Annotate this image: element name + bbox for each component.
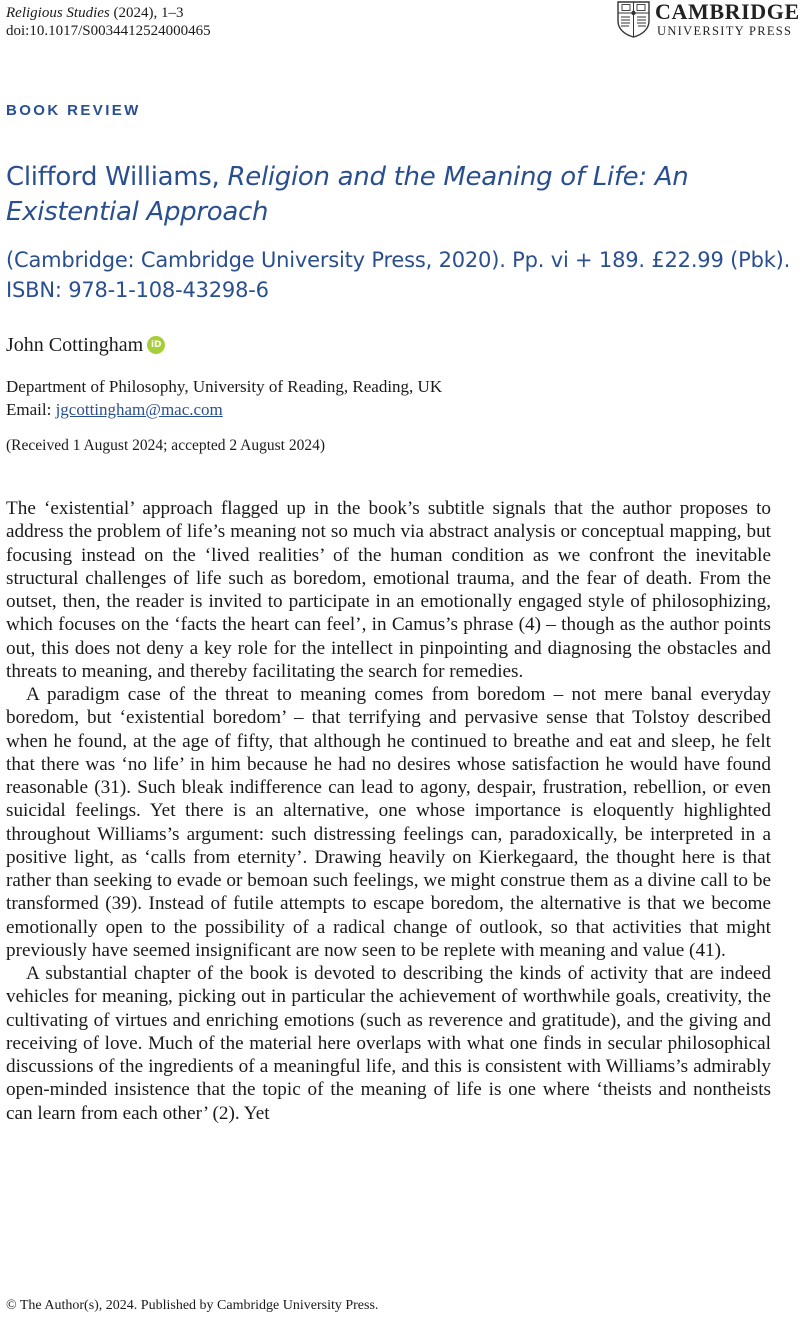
publisher-name: CAMBRIDGE xyxy=(655,0,800,24)
email-link[interactable]: jgcottingham@mac.com xyxy=(55,400,223,419)
reviewer xyxy=(6,333,165,357)
section-label: BOOK REVIEW xyxy=(6,102,141,119)
received-dates: (Received 1 August 2024; accepted 2 August 2024) xyxy=(6,437,325,454)
cambridge-crest-icon xyxy=(617,1,650,38)
orcid-icon[interactable]: iD xyxy=(147,336,165,354)
publisher-subtitle: UNIVERSITY PRESS xyxy=(657,24,793,38)
copyright-footer: © The Author(s), 2024. Published by Cambridge University Press. xyxy=(6,1298,379,1313)
journal-name: Religious Studies xyxy=(6,5,110,21)
journal-meta: (2024), 1–3 xyxy=(109,5,184,21)
article-body xyxy=(6,497,771,1125)
reviewer-name: John Cottingham xyxy=(6,334,144,356)
doi: doi:10.1017/S0034412524000465 xyxy=(6,23,211,39)
title-author: Clifford Williams, xyxy=(6,162,228,192)
title-book: Religion and the Meaning of Life: An Existential Approach xyxy=(6,162,689,227)
email-label: Email: xyxy=(6,400,56,419)
affiliation: Department of Philosophy, University of Reading, Reading, UK xyxy=(6,377,443,396)
publisher-logo xyxy=(617,1,800,41)
paragraph: The ‘existential’ approach flagged up in the book’s subtitle signals that the author proposes to address the problem of life’s meaning not so much via abstract analysis or conceptual mapping, but focusing instead on the ‘lived realities’ of the human condition as we confront the inevitable structural challenges of life such as boredom, emotional trauma, and the fear of death. From the outset, then, the reader is invited to participate in an emotionally engaged style of philosophizing, which focuses on the ‘facts the heart can feel’, in Camus’s phrase (4) – though as the author points out, this does not deny a key role for the intellect in pinpointing and diagnosing the obstacles and threats to meaning, and thereby facilitating the search for remedies. xyxy=(6,498,771,682)
email-line xyxy=(6,398,223,422)
review-title xyxy=(6,160,796,230)
paragraph: A paradigm case of the threat to meaning comes from boredom – not mere banal everyday boredom, but ‘existential boredom’ – that terrifying and pervasive sense that Tolstoy described when he found, at the age of fifty, that although he continued to breathe and eat and sleep, he felt that there was ‘no life’ in him because he had no desires whose satisfaction he would have found reasonable (31). Such bleak indifference can lead to agony, despair, frustration, rebellion, or even suicidal feelings. Yet there is an alternative, one whose importance is eloquently highlighted throughout Williams’s argument: such distressing feelings can, paradoxically, be interpreted in a positive light, as ‘calls from eternity’. Drawing heavily on Kierkegaard, the thought here is that rather than seeking to evade or bemoan such feelings, we might construe them as a divine call to be transformed (39). Instead of futile attempts to escape boredom, the alternative is that we become emotionally open to the possibility of a radical change of outlook, so that activities that might previously have seemed insignificant are now seen to be replete with meaning and value (41). xyxy=(6,684,771,961)
paragraph: A substantial chapter of the book is devoted to describing the kinds of activity that are indeed vehicles for meaning, picking out in particular the achievement of worthwhile goals, creativity, the cultivating of virtues and enriching emotions (such as reverence and gratitude), and the giving and receiving of love. Much of the material here overlaps with what one finds in secular philosophical discussions of the ingredients of a meaningful life, and this is consistent with Williams’s admirably open-minded insistence that the topic of the meaning of life is one where ‘theists and nontheists can learn from each other’ (2). Yet xyxy=(6,963,771,1124)
publication-info: (Cambridge: Cambridge University Press, 2020). Pp. vi + 189. £22.99 (Pbk). ISBN: 978-1-108-43298-6 xyxy=(6,248,791,302)
journal-citation xyxy=(6,4,184,22)
